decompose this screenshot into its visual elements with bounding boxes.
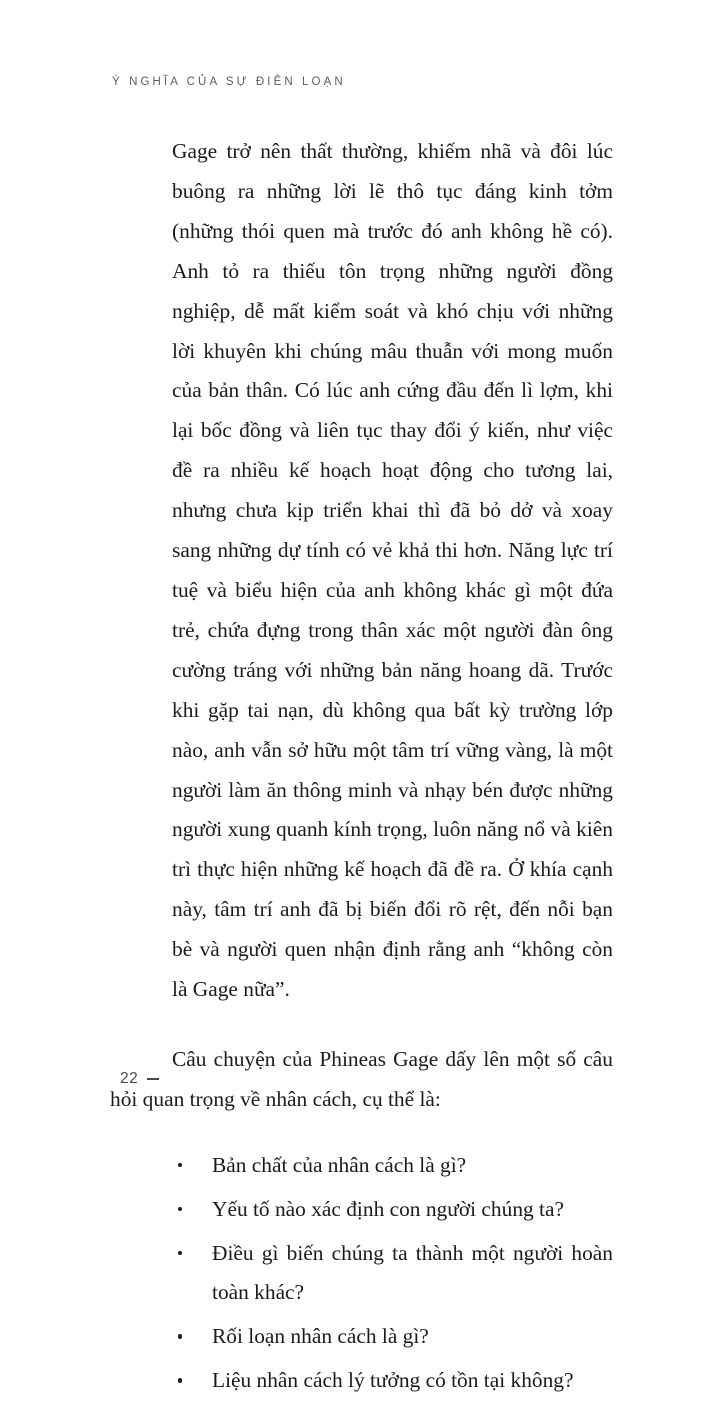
- list-item: [110, 1234, 613, 1314]
- page-number: 22: [120, 1070, 139, 1087]
- bullet-icon: [178, 1207, 182, 1211]
- bullet-icon: [178, 1334, 182, 1338]
- bullet-icon: [178, 1378, 182, 1382]
- list-item-label: Yếu tố nào xác định con người chúng ta?: [212, 1196, 564, 1221]
- body-paragraph-2: Câu chuyện của Phineas Gage dấy lên một số câu hỏi quan trọng về nhân cách, cụ thể là:: [110, 1046, 613, 1111]
- bullet-icon: [178, 1163, 182, 1167]
- list-item: [110, 1190, 613, 1230]
- list-item: [110, 1317, 613, 1357]
- list-item-label: Điều gì biến chúng ta thành một người hoàn toàn khác?: [212, 1240, 613, 1305]
- page-content: [110, 132, 613, 1405]
- bullet-icon: [178, 1251, 182, 1255]
- question-list: [110, 1146, 613, 1401]
- list-item-label: Bản chất của nhân cách là gì?: [212, 1152, 467, 1177]
- list-item: [110, 1361, 613, 1401]
- running-header: Ý NGHĨA CỦA SỰ ĐIÊN LOẠN: [112, 76, 346, 88]
- list-item: [110, 1146, 613, 1186]
- page-footer: [120, 1070, 159, 1088]
- list-item-label: Rối loạn nhân cách là gì?: [212, 1324, 429, 1349]
- list-item-label: Liệu nhân cách lý tưởng có tồn tại không?: [212, 1368, 574, 1393]
- body-paragraph-1: Gage trở nên thất thường, khiếm nhã và đôi lúc buông ra những lời lẽ thô tục đáng kinh tởm (những thói quen mà trước đó anh không hề có). Anh tỏ ra thiếu tôn trọng những người đồng nghiệp, dễ mất kiểm soát và khó chịu với những lời khuyên khi chúng mâu thuẫn với mong muốn của bản thân. Có lúc anh cứng đầu đến lì lợm, khi lại bốc đồng và liên tục thay đổi ý kiến, như việc đề ra nhiều kế hoạch hoạt động cho tương lai, nhưng chưa kịp triển khai thì đã bỏ dở và xoay sang những dự tính có vẻ khả thi hơn. Năng lực trí tuệ và biểu hiện của anh không khác gì một đứa trẻ, chứa đựng trong thân xác một người đàn ông cường tráng với những bản năng hoang dã. Trước khi gặp tai nạn, dù không qua bất kỳ trường lớp nào, anh vẫn sở hữu một tâm trí vững vàng, là một người làm ăn thông minh và nhạy bén được những người xung quanh kính trọng, luôn năng nổ và kiên trì thực hiện những kế hoạch đã đề ra. Ở khía cạnh này, tâm trí anh đã bị biến đổi rõ rệt, đến nỗi bạn bè và người quen nhận định rằng anh “không còn là Gage nữa”.: [172, 139, 613, 1002]
- folio-dash-icon: [147, 1078, 159, 1079]
